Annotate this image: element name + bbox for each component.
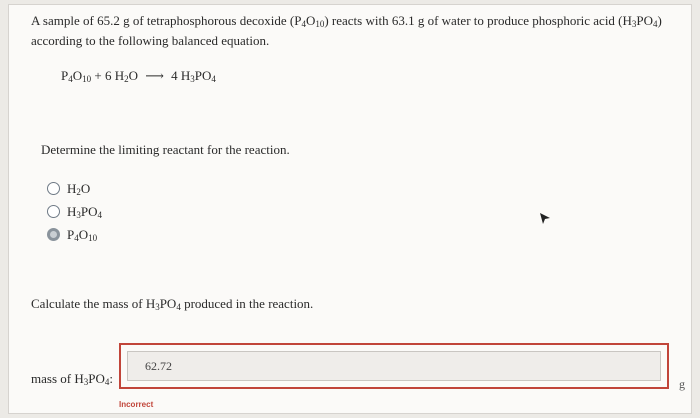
radio-button[interactable] <box>47 205 60 218</box>
formula-h3po4: $H_3PO_4$ <box>622 13 658 29</box>
cursor-arrow-icon <box>539 212 551 226</box>
coefficient-acid: 4 <box>171 68 178 83</box>
option-label: $H_2O$ <box>67 180 91 197</box>
formula-h3po4: $H_3PO_4$ <box>145 296 181 312</box>
balanced-equation: $P_4O_{10} + 6$ $H_2O$ ⟶ 4 $H_3PO_4$ <box>61 68 216 84</box>
unit-label: g <box>679 377 685 391</box>
mass-question <box>31 296 313 312</box>
formula-p4o10: $P_4O_{10}$ <box>294 13 325 29</box>
feedback-incorrect: Incorrect <box>119 400 154 409</box>
mass-answer-input[interactable]: 62.72 <box>127 351 661 381</box>
option-label: $H_3PO_4$ <box>67 203 103 220</box>
coefficient-water: 6 <box>104 68 112 83</box>
radio-button[interactable] <box>47 182 60 195</box>
limiting-reactant-question: Determine the limiting reactant for the reaction. <box>41 142 290 157</box>
question-text: produced in the reaction. <box>180 296 314 311</box>
problem-text: ) <box>657 13 662 28</box>
option-p4o10[interactable] <box>47 223 102 246</box>
problem-statement <box>31 11 681 51</box>
problem-text: ) reacts with 63.1 g of water to produce phosphoric acid ( <box>324 13 623 28</box>
plus-sign: + <box>94 68 102 83</box>
option-h3po4[interactable] <box>47 200 102 223</box>
formula-h3po4: $H_3PO_4$ <box>74 371 110 387</box>
question-text: Calculate the mass of <box>31 296 146 311</box>
reaction-arrow-icon: ⟶ <box>145 68 164 83</box>
answer-field-error-frame <box>119 343 669 389</box>
option-h2o[interactable] <box>47 177 102 200</box>
problem-text: according to the following balanced equation. <box>31 33 270 48</box>
option-label: $P_4O_{10}$ <box>67 226 98 243</box>
answer-label-text: mass of <box>31 371 75 386</box>
question-card <box>8 4 692 414</box>
limiting-reactant-options <box>47 177 102 246</box>
formula-p4o10: $P_4O_{10}$ <box>61 68 92 84</box>
problem-text: A sample of 65.2 g of tetraphosphorous decoxide ( <box>31 13 295 28</box>
radio-button-selected[interactable] <box>47 228 60 241</box>
answer-label <box>31 371 113 387</box>
answer-label-text: : <box>109 371 113 386</box>
